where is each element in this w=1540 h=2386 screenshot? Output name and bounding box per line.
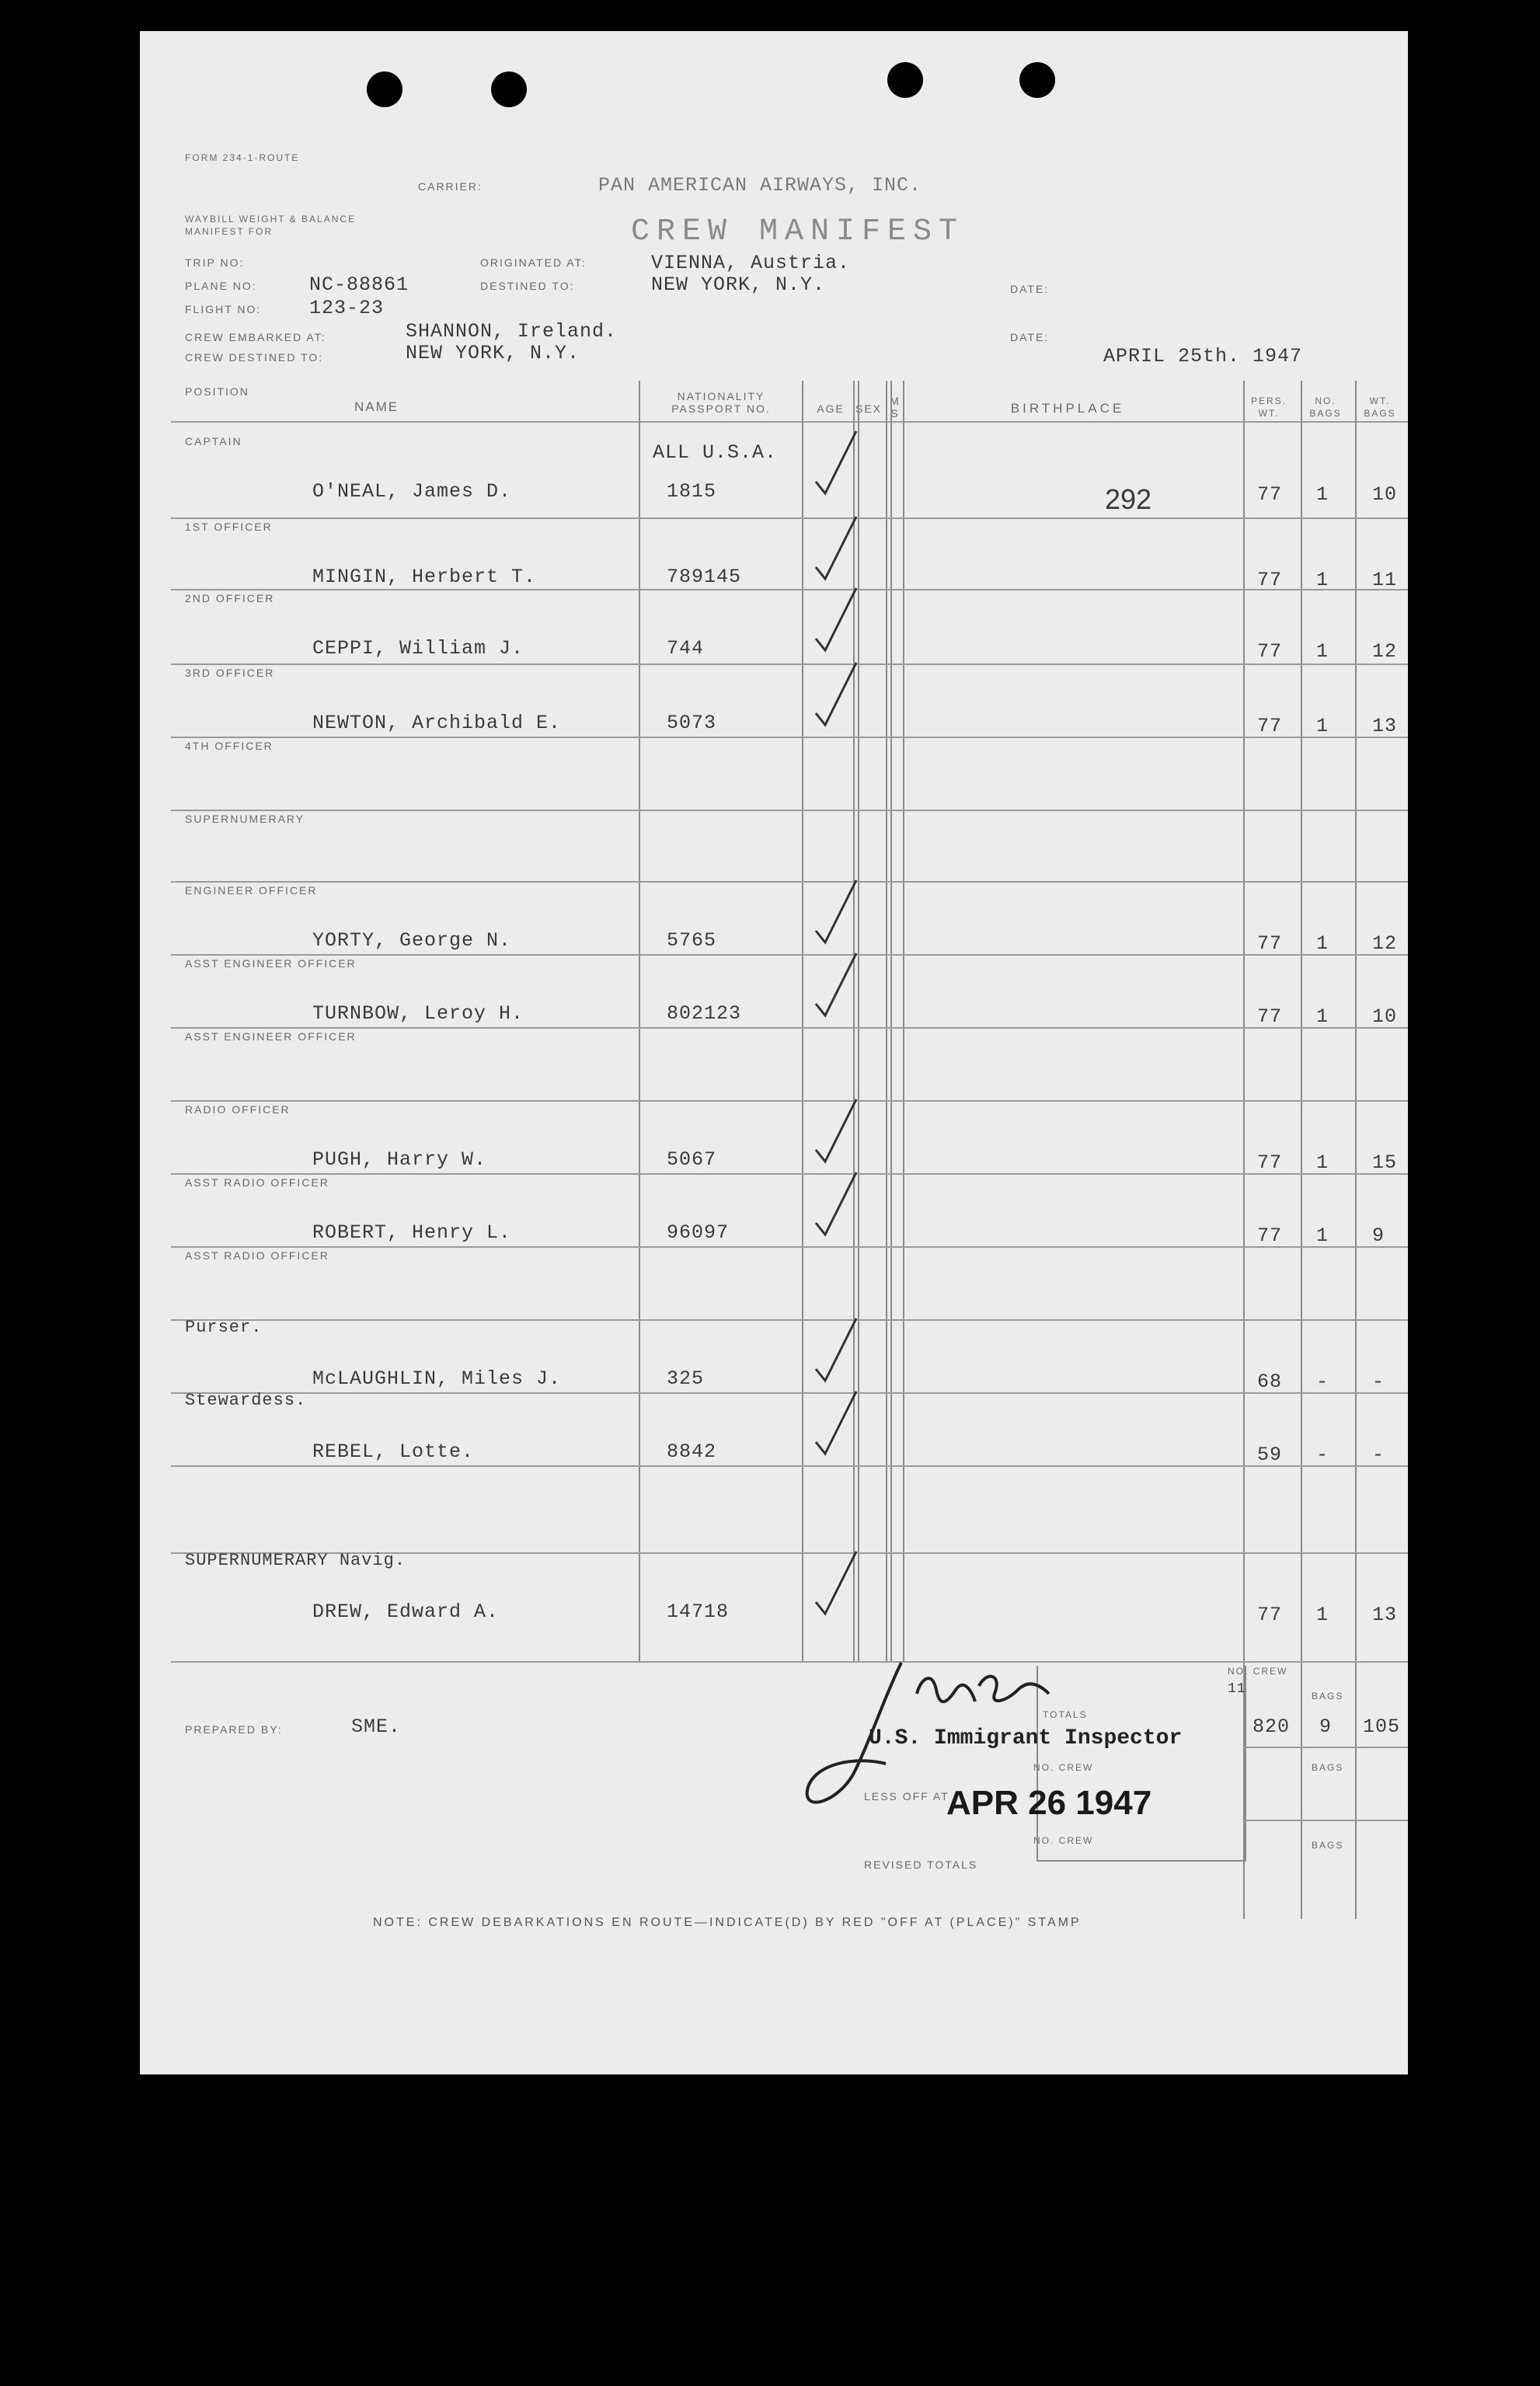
- passport-number: 5073: [667, 712, 717, 734]
- grid-line: [1301, 381, 1302, 1919]
- personal-weight: 77: [1257, 1005, 1283, 1028]
- prepared-by: SME.: [351, 1715, 402, 1738]
- passport-number: 1815: [667, 480, 717, 503]
- col-no-bags: NO. BAGS: [1309, 395, 1342, 419]
- row-position: ASST RADIO OFFICER: [185, 1176, 329, 1189]
- bag-count: 1: [1316, 640, 1329, 663]
- row-divider: [171, 1027, 1408, 1029]
- total-wt: 105: [1363, 1715, 1401, 1738]
- col-position: POSITION: [185, 385, 249, 398]
- bag-weight: -: [1372, 1444, 1385, 1466]
- col-age: AGE: [817, 402, 845, 415]
- crew-name: PUGH, Harry W.: [312, 1148, 487, 1171]
- check-mark-icon: [808, 1169, 870, 1238]
- crew-destined-label: CREW DESTINED TO:: [185, 351, 324, 364]
- col-nationality: NATIONALITY PASSPORT NO.: [671, 390, 771, 415]
- bags-label-2: BAGS: [1312, 1762, 1344, 1773]
- grid-line: [886, 381, 887, 1661]
- date-label: DATE:: [1010, 283, 1050, 295]
- plane-number: NC-88861: [309, 273, 409, 296]
- grid-line: [890, 381, 892, 1661]
- bag-weight: 13: [1372, 1604, 1398, 1626]
- check-mark-icon: [808, 1388, 870, 1458]
- embarked-value: SHANNON, Ireland.: [406, 320, 618, 343]
- flight-label: FLIGHT NO:: [185, 303, 262, 315]
- col-ms: M S: [890, 395, 901, 420]
- passport-number: 8842: [667, 1440, 717, 1463]
- totals-label: TOTALS: [1043, 1709, 1088, 1720]
- weight-balance-label: WAYBILL WEIGHT & BALANCE MANIFEST FOR: [185, 214, 357, 237]
- date-stamp: APR 26 1947: [946, 1784, 1152, 1822]
- passport-number: 5765: [667, 929, 717, 952]
- total-bags: 9: [1319, 1715, 1333, 1738]
- row-divider: [171, 1100, 1408, 1102]
- check-mark-icon: [808, 584, 870, 654]
- destined-value: NEW YORK, N.Y.: [651, 273, 826, 296]
- row-position: ASST ENGINEER OFFICER: [185, 957, 357, 970]
- check-mark-icon: [808, 1548, 870, 1618]
- passport-number: 96097: [667, 1221, 730, 1244]
- inspector-signature: [785, 1647, 1064, 1818]
- date-label-2: DATE:: [1010, 331, 1050, 343]
- punch-hole: [367, 71, 402, 107]
- crew-name: REBEL, Lotte.: [312, 1440, 475, 1463]
- prepared-label: PREPARED BY:: [185, 1723, 283, 1736]
- row-divider: [171, 664, 1408, 665]
- passport-number: 744: [667, 637, 705, 660]
- form-number: FORM 234-1-ROUTE: [185, 152, 300, 163]
- bag-count: 1: [1316, 1604, 1329, 1626]
- destined-label: DESTINED TO:: [480, 280, 575, 292]
- grid-line: [639, 381, 640, 1661]
- personal-weight: 77: [1257, 569, 1283, 591]
- plane-label: PLANE NO:: [185, 280, 257, 292]
- passport-number: 5067: [667, 1148, 717, 1171]
- check-mark-icon: [808, 659, 870, 729]
- nationality-all: ALL U.S.A.: [653, 441, 778, 464]
- crew-name: YORTY, George N.: [312, 929, 512, 952]
- personal-weight: 77: [1257, 1224, 1283, 1247]
- row-divider: [171, 1392, 1408, 1394]
- passport-number: 789145: [667, 566, 742, 588]
- personal-weight: 77: [1257, 640, 1283, 663]
- punch-hole: [887, 62, 923, 98]
- row-position: ENGINEER OFFICER: [185, 884, 318, 897]
- flight-number: 123-23: [309, 297, 385, 319]
- col-birthplace: BIRTHPLACE: [1010, 401, 1125, 416]
- personal-weight: 77: [1257, 1604, 1283, 1626]
- no-crew-label-3: NO. CREW: [1033, 1835, 1094, 1846]
- crew-name: DREW, Edward A.: [312, 1601, 500, 1623]
- row-position: RADIO OFFICER: [185, 1103, 291, 1116]
- bag-count: 1: [1316, 569, 1329, 591]
- check-mark-icon: [808, 949, 870, 1019]
- manifest-page: [140, 31, 1408, 2074]
- col-pers-wt: PERS. WT.: [1250, 395, 1287, 419]
- grid-line: [1355, 381, 1357, 1919]
- no-crew-value: 11: [1228, 1681, 1246, 1697]
- crew-name: TURNBOW, Leroy H.: [312, 1002, 524, 1025]
- total-pers-wt: 820: [1253, 1715, 1291, 1738]
- crew-name: NEWTON, Archibald E.: [312, 712, 562, 734]
- grid-line: [802, 381, 803, 1661]
- bag-weight: -: [1372, 1371, 1385, 1393]
- crew-destined-value: NEW YORK, N.Y.: [406, 342, 580, 364]
- bag-weight: 10: [1372, 1005, 1398, 1028]
- crew-name: MINGIN, Herbert T.: [312, 566, 537, 588]
- check-mark-icon: [808, 1315, 870, 1385]
- personal-weight: 77: [1257, 483, 1283, 506]
- bag-weight: 12: [1372, 640, 1398, 663]
- bag-count: 1: [1316, 1224, 1329, 1247]
- bag-count: 1: [1316, 1005, 1329, 1028]
- bag-count: -: [1316, 1444, 1329, 1466]
- check-mark-icon: [808, 427, 870, 497]
- bag-count: 1: [1316, 932, 1329, 955]
- totals-rule: [1243, 1820, 1408, 1821]
- check-mark-icon: [808, 876, 870, 946]
- crew-name: McLAUGHLIN, Miles J.: [312, 1367, 562, 1390]
- no-crew-label-2: NO. CREW: [1033, 1762, 1094, 1773]
- personal-weight: 59: [1257, 1444, 1283, 1466]
- crew-name: ROBERT, Henry L.: [312, 1221, 512, 1244]
- bag-weight: 13: [1372, 715, 1398, 737]
- row-divider: [171, 881, 1408, 883]
- row-position: SUPERNUMERARY: [185, 813, 305, 825]
- carrier-value: PAN AMERICAN AIRWAYS, INC.: [598, 174, 922, 197]
- row-divider: [171, 810, 1408, 811]
- bag-count: -: [1316, 1371, 1329, 1393]
- row-position: 4TH OFFICER: [185, 740, 274, 752]
- punch-hole: [491, 71, 527, 107]
- crew-name: CEPPI, William J.: [312, 637, 524, 660]
- personal-weight: 68: [1257, 1371, 1283, 1393]
- col-sex: SEX: [855, 402, 882, 415]
- punch-hole: [1019, 62, 1055, 98]
- no-crew-label: NO. CREW: [1228, 1666, 1288, 1677]
- handwritten-number: 292: [1105, 483, 1152, 515]
- bag-count: 1: [1316, 483, 1329, 506]
- row-position: Stewardess.: [185, 1391, 307, 1410]
- col-wt-bags: WT. BAGS: [1364, 395, 1396, 419]
- less-off-label: LESS OFF AT: [864, 1790, 949, 1803]
- originated-label: ORIGINATED AT:: [480, 256, 587, 269]
- carrier-label: CARRIER:: [418, 180, 483, 193]
- personal-weight: 77: [1257, 932, 1283, 955]
- row-position: 2ND OFFICER: [185, 592, 275, 604]
- grid-line: [903, 381, 904, 1661]
- passport-number: 14718: [667, 1601, 730, 1623]
- bag-weight: 9: [1372, 1224, 1385, 1247]
- personal-weight: 77: [1257, 715, 1283, 737]
- document-title: CREW MANIFEST: [631, 214, 965, 249]
- header-rule: [171, 421, 1408, 423]
- col-name: NAME: [354, 399, 399, 414]
- bags-label-3: BAGS: [1312, 1840, 1344, 1851]
- row-position: CAPTAIN: [185, 435, 242, 448]
- row-divider: [171, 1465, 1408, 1467]
- bag-count: 1: [1316, 1151, 1329, 1174]
- bag-count: 1: [1316, 715, 1329, 737]
- row-position: Purser.: [185, 1318, 263, 1337]
- check-mark-icon: [808, 513, 870, 583]
- check-mark-icon: [808, 1095, 870, 1165]
- personal-weight: 77: [1257, 1151, 1283, 1174]
- revised-totals-label: REVISED TOTALS: [864, 1858, 978, 1871]
- totals-rule: [1243, 1747, 1408, 1748]
- bag-weight: 12: [1372, 932, 1398, 955]
- row-divider: [171, 954, 1408, 956]
- bag-weight: 15: [1372, 1151, 1398, 1174]
- passport-number: 325: [667, 1367, 705, 1390]
- embarked-label: CREW EMBARKED AT:: [185, 331, 326, 343]
- bag-weight: 10: [1372, 483, 1398, 506]
- trip-label: TRIP NO:: [185, 256, 245, 269]
- row-position: 3RD OFFICER: [185, 667, 275, 679]
- row-position: ASST RADIO OFFICER: [185, 1249, 329, 1262]
- row-divider: [171, 517, 1408, 519]
- row-divider: [171, 1173, 1408, 1175]
- footer-note: NOTE: CREW DEBARKATIONS EN ROUTE—INDICATE(D) BY RED "OFF AT (PLACE)" STAMP: [373, 1916, 1082, 1929]
- passport-number: 802123: [667, 1002, 742, 1025]
- row-divider: [171, 1246, 1408, 1248]
- immigrant-inspector-stamp: U.S. Immigrant Inspector: [869, 1726, 1183, 1750]
- bag-weight: 11: [1372, 569, 1398, 591]
- row-position: SUPERNUMERARY Navig.: [185, 1551, 406, 1570]
- row-position: 1ST OFFICER: [185, 521, 273, 533]
- manifest-date: APRIL 25th. 1947: [1103, 345, 1303, 367]
- row-position: ASST ENGINEER OFFICER: [185, 1030, 357, 1043]
- row-divider: [171, 1319, 1408, 1321]
- originated-value: VIENNA, Austria.: [651, 252, 851, 274]
- crew-name: O'NEAL, James D.: [312, 480, 512, 503]
- row-divider: [171, 737, 1408, 738]
- bags-label: BAGS: [1312, 1691, 1344, 1702]
- row-divider: [171, 589, 1408, 590]
